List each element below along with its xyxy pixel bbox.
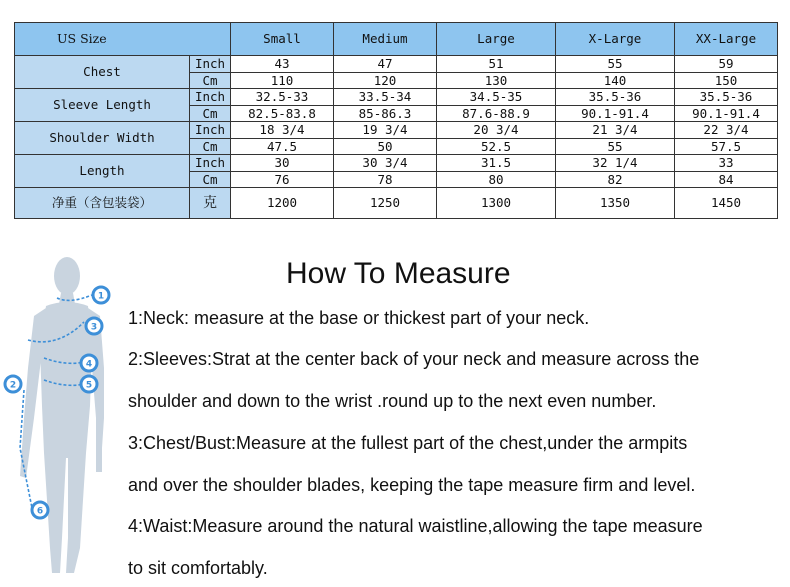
chest-cm-large: 130 (437, 73, 556, 89)
length-cm-xx-large: 84 (675, 172, 778, 188)
unit-inch: Inch (190, 56, 231, 73)
chest-inch-small: 43 (231, 56, 334, 73)
row-label-chest: Chest (15, 56, 190, 89)
chest-cm-x-large: 140 (556, 73, 675, 89)
unit-cm: Cm (190, 106, 231, 122)
shoulder-width-cm-x-large: 55 (556, 139, 675, 155)
row-label-shoulder-width: Shoulder Width (15, 122, 190, 155)
sleeve-length-inch-medium: 33.5-34 (334, 89, 437, 106)
size-header-large: Large (437, 23, 556, 56)
length-cm-medium: 78 (334, 172, 437, 188)
chest-cm-xx-large: 150 (675, 73, 778, 89)
measure-line-2: 2:Sleeves:Strat at the center back of your neck and measure across the (128, 349, 700, 369)
body-measurement-figure (0, 248, 120, 587)
shoulder-width-cm-medium: 50 (334, 139, 437, 155)
measure-line-6: 4:Waist:Measure around the natural waistline,allowing the tape measure (128, 516, 703, 536)
net-weight-large: 1300 (437, 188, 556, 219)
marker-1 (93, 287, 109, 303)
length-inch-large: 31.5 (437, 155, 556, 172)
sleeve-length-cm-small: 82.5-83.8 (231, 106, 334, 122)
row-label-length: Length (15, 155, 190, 188)
chest-inch-large: 51 (437, 56, 556, 73)
marker-3 (86, 318, 102, 334)
chest-inch-medium: 47 (334, 56, 437, 73)
size-header-small: Small (231, 23, 334, 56)
shoulder-width-cm-xx-large: 57.5 (675, 139, 778, 155)
length-inch-small: 30 (231, 155, 334, 172)
measure-line-7: to sit comfortably. (128, 558, 268, 578)
measure-line-4: 3:Chest/Bust:Measure at the fullest part of the chest,under the armpits (128, 433, 688, 453)
size-header-x-large: X-Large (556, 23, 675, 56)
marker-6 (32, 502, 48, 518)
marker-label-1: 1 (97, 291, 105, 302)
shoulder-width-cm-small: 47.5 (231, 139, 334, 155)
marker-label-4: 4 (85, 359, 93, 370)
shoulder-width-inch-xx-large: 22 3/4 (675, 122, 778, 139)
measure-line-3: shoulder and down to the wrist .round up to the next even number. (128, 391, 657, 411)
measure-line-1: 1:Neck: measure at the base or thickest part of your neck. (128, 308, 590, 328)
length-inch-x-large: 32 1/4 (556, 155, 675, 172)
row-label-net-weight: 净重（含包装袋） (15, 188, 190, 219)
shoulder-width-inch-medium: 19 3/4 (334, 122, 437, 139)
unit-inch: Inch (190, 122, 231, 139)
marker-label-6: 6 (36, 506, 44, 517)
marker-5 (81, 376, 97, 392)
chest-cm-small: 110 (231, 73, 334, 89)
net-weight-x-large: 1350 (556, 188, 675, 219)
sleeve-length-cm-xx-large: 90.1-91.4 (675, 106, 778, 122)
sleeve-length-inch-x-large: 35.5-36 (556, 89, 675, 106)
shoulder-width-inch-small: 18 3/4 (231, 122, 334, 139)
net-weight-medium: 1250 (334, 188, 437, 219)
unit-cm: Cm (190, 73, 231, 89)
how-to-measure-title: How To Measure (286, 257, 511, 290)
marker-label-5: 5 (85, 380, 93, 391)
size-header-xx-large: XX-Large (675, 23, 778, 56)
chest-cm-medium: 120 (334, 73, 437, 89)
marker-label-2: 2 (9, 380, 17, 391)
sleeve-length-inch-small: 32.5-33 (231, 89, 334, 106)
unit-cm: Cm (190, 139, 231, 155)
unit-inch: Inch (190, 89, 231, 106)
sleeve-length-cm-medium: 85-86.3 (334, 106, 437, 122)
sleeve-length-inch-large: 34.5-35 (437, 89, 556, 106)
size-chart-table (14, 22, 778, 219)
human-silhouette (20, 257, 104, 573)
length-cm-x-large: 82 (556, 172, 675, 188)
sleeve-length-inch-xx-large: 35.5-36 (675, 89, 778, 106)
size-header-medium: Medium (334, 23, 437, 56)
shoulder-width-inch-large: 20 3/4 (437, 122, 556, 139)
unit-cm: Cm (190, 172, 231, 188)
shoulder-width-inch-x-large: 21 3/4 (556, 122, 675, 139)
net-weight-small: 1200 (231, 188, 334, 219)
chest-inch-x-large: 55 (556, 56, 675, 73)
marker-4 (81, 355, 97, 371)
marker-2 (5, 376, 21, 392)
marker-label-3: 3 (90, 322, 98, 333)
unit-inch: Inch (190, 155, 231, 172)
net-weight-xx-large: 1450 (675, 188, 778, 219)
row-label-sleeve-length: Sleeve Length (15, 89, 190, 122)
length-cm-small: 76 (231, 172, 334, 188)
sleeve-length-cm-x-large: 90.1-91.4 (556, 106, 675, 122)
length-inch-medium: 30 3/4 (334, 155, 437, 172)
us-size-title: US Size (15, 23, 231, 56)
measure-line-5: and over the shoulder blades, keeping the tape measure firm and level. (128, 475, 696, 495)
length-inch-xx-large: 33 (675, 155, 778, 172)
shoulder-width-cm-large: 52.5 (437, 139, 556, 155)
chest-inch-xx-large: 59 (675, 56, 778, 73)
sleeve-length-cm-large: 87.6-88.9 (437, 106, 556, 122)
unit-gram: 克 (190, 188, 231, 219)
length-cm-large: 80 (437, 172, 556, 188)
